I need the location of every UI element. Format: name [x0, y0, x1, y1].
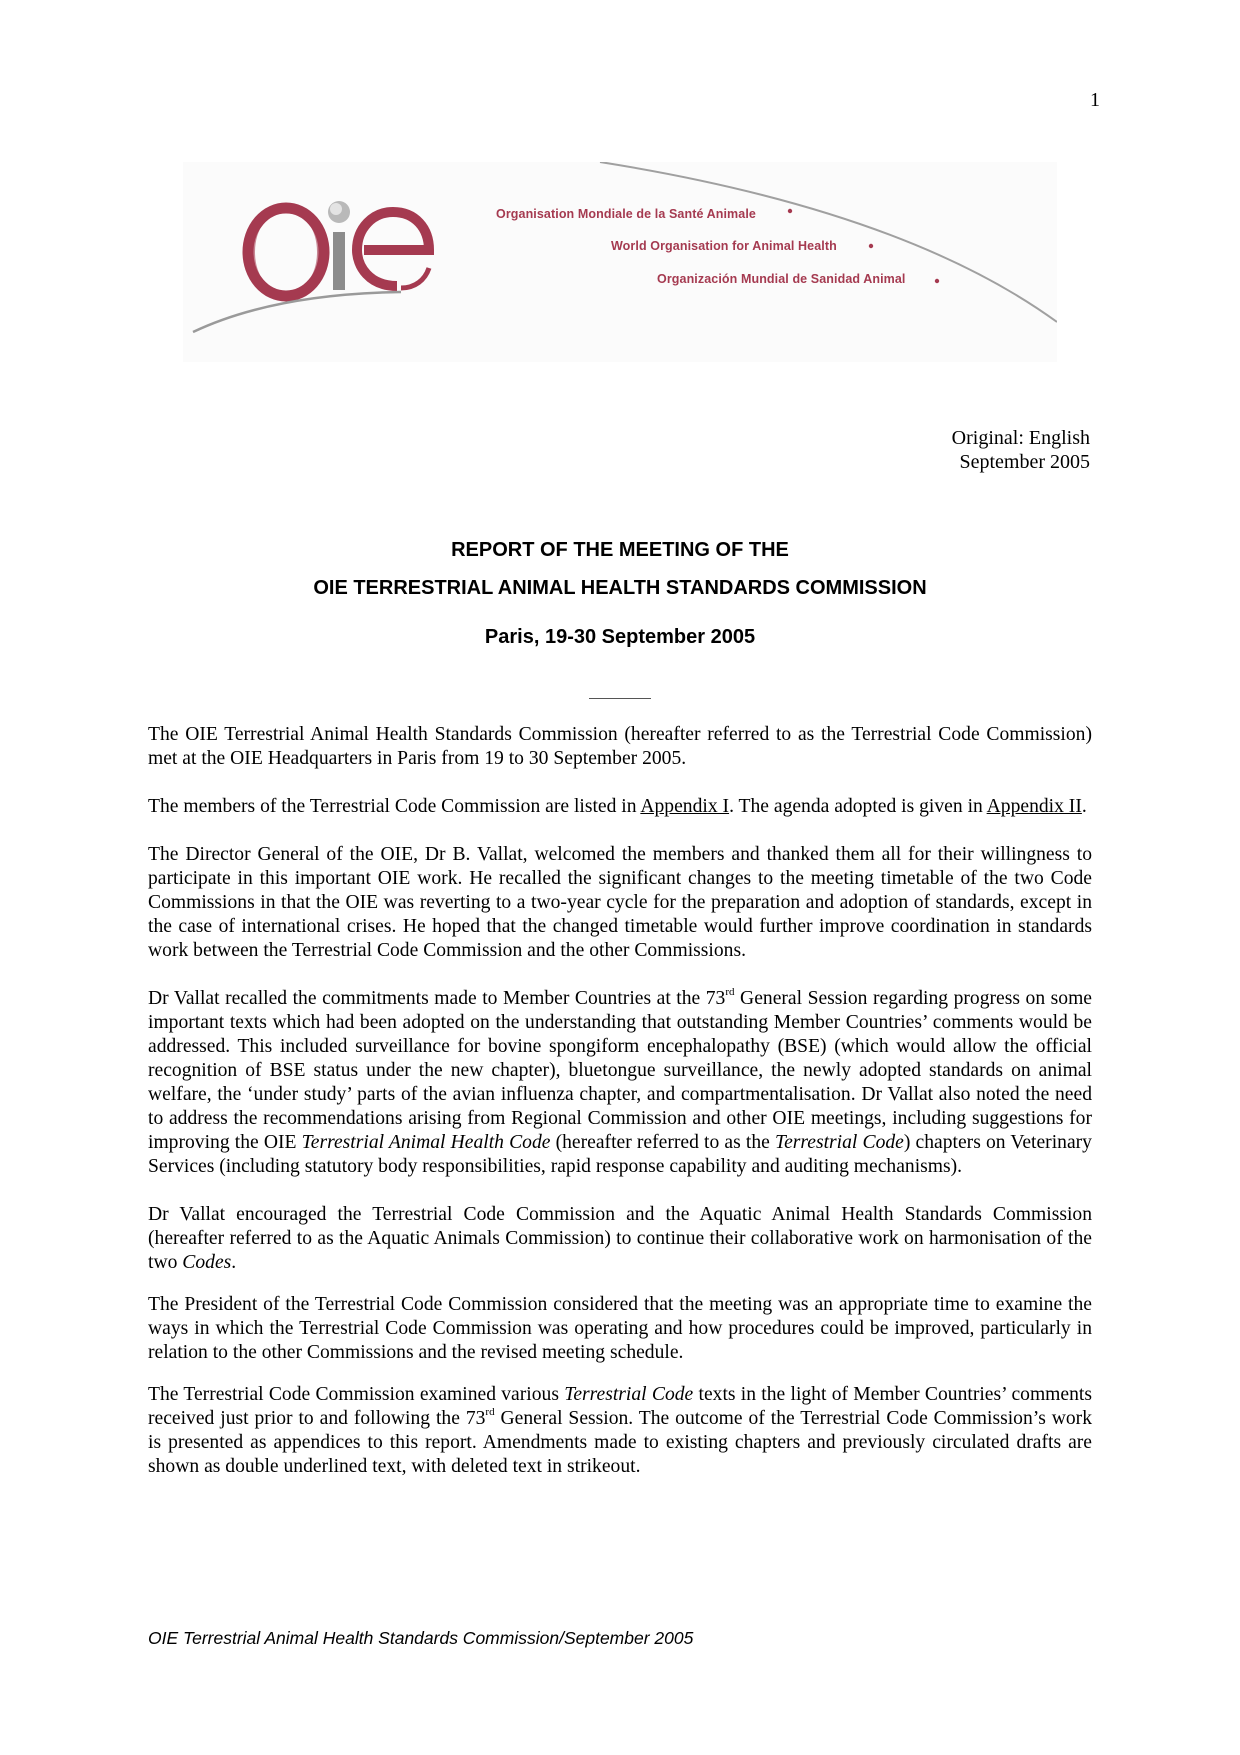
- report-place-date: Paris, 19-30 September 2005: [484, 626, 756, 648]
- report-title-line-1: REPORT OF THE MEETING OF THE: [451, 539, 789, 561]
- paragraph-examination: The Terrestrial Code Commission examined various Terrestrial Code texts in the light of Member Countries’ comments received just prior to and following the 73rd General Session. The outcome of the Terrestrial Code Commission’s work is presented as appendices to this report. Amendments made to existing chapters and previously circulated drafts are shown as double underlined text, with deleted text in strikeout.: [148, 1384, 1093, 1477]
- title-separator: [589, 698, 651, 699]
- document-meta: [952, 426, 1090, 474]
- page-footer: OIE Terrestrial Animal Health Standards Commission/September 2005: [148, 1628, 694, 1648]
- paragraph-appendices: The members of the Terrestrial Code Commission are listed in Appendix I. The agenda adopted is given in Appendix II.: [148, 796, 1087, 817]
- logo-line-spanish: Organización Mundial de Sanidad Animal: [657, 272, 906, 286]
- paragraph-commitments: Dr Vallat recalled the commitments made to Member Countries at the 73rd General Session regarding progress on some important texts which had been adopted on the understanding that outstanding Member Countries’ comments would be addressed. This included surveillance for bovine spongiform encephalopathy (BSE) (which would allow the official recognition of BSE status under the new chapter), bluetongue surveillance, the newly adopted standards on animal welfare, the ‘under study’ parts of the avian influenza chapter, and compartmentalisation. Dr Vallat also noted the need to address the recommendations arising from Regional Commission and other OIE meetings, including suggestions for improving the OIE Terrestrial Animal Health Code (hereafter referred to as the Terrestrial Code) chapters on Veterinary Services (including statutory body responsibilities, rapid response capability and auditing mechanisms).: [148, 986, 1093, 1177]
- paragraph-director-general: The Director General of the OIE, Dr B. Vallat, welcomed the members and thanked them all for their willingness to participate in this important OIE work. He recalled the significant changes to the meeting timetable of the two Code Commissions in that the OIE was reverting to a two-year cycle for the preparation and adoption of standards, except in the case of international crises. He hoped that the changed timetable would further improve coordination in standards work between the Terrestrial Code Commission and the other Commissions.: [148, 844, 1092, 961]
- appendix-ii-link[interactable]: Appendix II: [986, 796, 1082, 817]
- page-number: 1: [1090, 89, 1100, 111]
- oie-logo-banner: [183, 162, 1057, 362]
- oie-logo-icon: [183, 162, 1057, 362]
- original-language: Original: English: [951, 427, 1090, 449]
- logo-line-french: Organisation Mondiale de la Santé Animale: [496, 207, 756, 221]
- report-body: [148, 723, 1092, 1479]
- logo-line-english: World Organisation for Animal Health: [611, 239, 837, 253]
- report-title-line-2: OIE TERRESTRIAL ANIMAL HEALTH STANDARDS COMMISSION: [313, 577, 927, 599]
- appendix-i-link[interactable]: Appendix I: [640, 796, 730, 817]
- paragraph-intro: The OIE Terrestrial Animal Health Standards Commission (hereafter referred to as the Terrestrial Code Commission) met at the OIE Headquarters in Paris from 19 to 30 September 2005.: [148, 724, 1092, 769]
- paragraph-aquatic-collaboration: Dr Vallat encouraged the Terrestrial Code Commission and the Aquatic Animal Health Standards Commission (hereafter referred to as the Aquatic Animals Commission) to continue their collaborative work on harmonisation of the two Codes.: [148, 1204, 1092, 1273]
- paragraph-president: The President of the Terrestrial Code Commission considered that the meeting was an appropriate time to examine the ways in which the Terrestrial Code Commission was operating and how procedures could be improved, particularly in relation to the other Commissions and the revised meeting schedule.: [148, 1294, 1092, 1363]
- document-date: September 2005: [959, 451, 1090, 473]
